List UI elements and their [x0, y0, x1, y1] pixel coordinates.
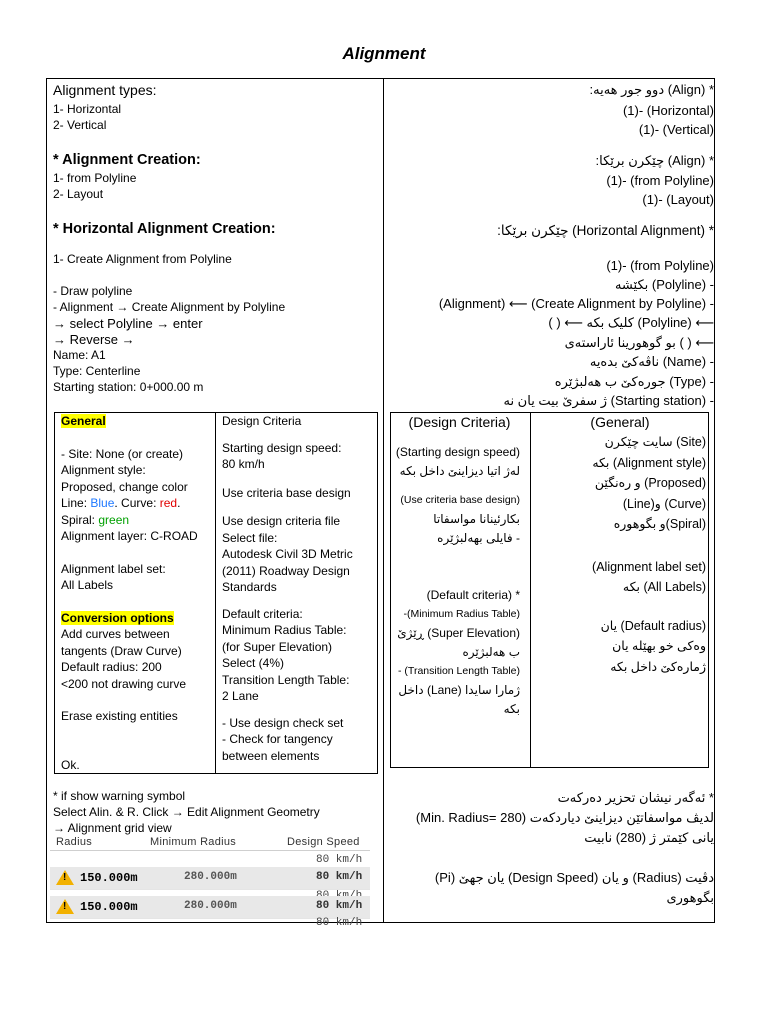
conversion-line: Default radius: 200 [61, 660, 162, 674]
rtl-note: لدیڤ مواسفاتێن دیزاینێ دیاردکەت (Min. Radius= 280) [415, 810, 714, 825]
criteria-line: (2011) Roadway Design [222, 563, 350, 578]
grid-header-radius: Radius [56, 836, 93, 848]
warning-note: * if show warning symbol [53, 789, 186, 803]
horiz-step: → select Polyline → enter [53, 316, 203, 331]
grid-min-radius: 280.000m [184, 900, 237, 912]
rtl-line: - (Type) جورەکێ ب هەلبژێرە [554, 374, 714, 389]
rtl-header: * (Horizontal Alignment) چێکرن برێکا: [497, 223, 714, 238]
spiral-color-green: green [98, 512, 130, 527]
grid-speed: 80 km/h [316, 917, 363, 929]
warning-note: Select Alin. & R. Click → Edit Alignment Geometry [53, 805, 320, 819]
general-label: General [61, 414, 106, 428]
horiz-step: → Reverse → [53, 332, 135, 347]
conversion-line: Erase existing entities [61, 709, 178, 723]
grid-row [50, 918, 370, 928]
rtl-table-divider [530, 412, 531, 768]
horiz-step: Starting station: 0+000.00 m [53, 380, 204, 394]
rtl-line: ⟵ (Polyline) کلیک بکە ⟵ ( ) [548, 315, 714, 330]
general-column [61, 413, 211, 773]
grid-radius: 150.000m [80, 871, 138, 885]
alignment-types-header: Alignment types: [53, 82, 157, 98]
general-line: Alignment label set: [61, 561, 166, 576]
grid-header-design-speed: Design Speed [287, 836, 360, 848]
line-color-blue: Blue [90, 496, 115, 510]
grid-min-radius: 280.000m [184, 871, 237, 883]
criteria-line: Minimum Radius Table: [222, 623, 347, 637]
rtl-line: (Layout) -(1) [642, 192, 714, 207]
horiz-step: - Alignment → Create Alignment by Polyline [53, 300, 286, 314]
rtl-note: بگوهوری [666, 890, 714, 905]
grid-row-warning [50, 867, 370, 890]
general-line: - Site: None (or create) [61, 446, 184, 461]
criteria-line: Transition Length Table: [222, 672, 350, 687]
rtl-line: - (Create Alignment by Polyline) ⟵ (Alignment) [438, 296, 714, 311]
rtl-line: (from Polyline) -(1) [606, 258, 714, 273]
rtl-line: * (Align) دوو جور هەیە: [589, 82, 714, 97]
creation-item: 1- from Polyline [53, 171, 137, 185]
warning-icon: ! [56, 870, 74, 885]
criteria-line: between elements [222, 748, 320, 763]
grid-header-min-radius: Minimum Radius [150, 836, 237, 848]
settings-table-divider [215, 412, 216, 774]
rtl-criteria-header: (Design Criteria) [408, 414, 511, 430]
criteria-line: Autodesk Civil 3D Metric [222, 547, 353, 561]
rtl-line: (Vertical) -(1) [638, 122, 714, 137]
grid-row-warning [50, 896, 370, 919]
horiz-step: - Draw polyline [53, 284, 133, 298]
grid-speed: 80 km/h [316, 871, 363, 883]
rtl-note: دڤیت (Radius) و یان (Design Speed) یان جهێ (Pi) [434, 870, 714, 885]
warning-icon: ! [56, 899, 74, 914]
type-item: 1- Horizontal [53, 102, 122, 116]
general-line: Alignment layer: C-ROAD [61, 529, 198, 543]
conversion-line: Add curves between [61, 627, 170, 641]
page-title: Alignment [342, 44, 426, 63]
criteria-line: Use design criteria file [222, 514, 341, 528]
alignment-creation-header: * Alignment Creation: [53, 152, 201, 168]
rtl-line: - (Name) ناڤەکێ بدەیە [589, 354, 714, 369]
horiz-step: Name: A1 [53, 348, 106, 362]
grid-speed: 80 km/h [316, 854, 363, 866]
rtl-criteria-column: (Starting design speed) لەژ اتیا دیزاینێ داخل بکە (Use criteria base design) بکارئینانا مواسفاتا - فایلی بهەلبژێرە * (Default criteria) (Minimum Radius Table)- (Super Elevation) ڕێژێ ب هەلبژێرە (Transition Length Table) - ژمارا سایدا (Lane) داخل بکە [395, 445, 520, 716]
criteria-line: Select (4%) [222, 656, 285, 670]
criteria-column [222, 413, 374, 764]
general-line: All Labels [61, 578, 114, 592]
conversion-line: <200 not drawing curve [61, 676, 187, 691]
type-item: 2- Vertical [53, 118, 107, 132]
rtl-note: * ئەگەر نیشان تحزیر دەرکەت [557, 790, 714, 805]
conversion-line: tangents (Draw Curve) [61, 643, 182, 658]
rtl-general-column: (Site) سایت چێکرن (Alignment style) بکە (Proposed) و رەنگێن (Curve) و(Line) (Spiral)و بگوهورە (Alignment label set) (All Labels) بکە (Default radius) یان وەکی خو بهێلە یان ژمارەکێ داخل بکە [592, 435, 706, 674]
criteria-header: Design Criteria [222, 414, 302, 428]
criteria-line: - Use design check set [222, 715, 344, 730]
grid-row [50, 852, 370, 868]
conversion-label: Conversion options [61, 610, 174, 625]
curve-color-red: red [159, 496, 178, 510]
rtl-line: (from Polyline) -(1) [606, 173, 714, 188]
rtl-general-header: (General) [590, 414, 650, 430]
criteria-line: - Check for tangency [222, 732, 333, 746]
horizontal-creation-header: * Horizontal Alignment Creation: [53, 221, 276, 237]
criteria-line: 80 km/h [222, 457, 265, 471]
rtl-line: (Horizontal) -(1) [622, 103, 714, 118]
rtl-note: یانی کێمتر ژ (280) نابیت [584, 830, 714, 845]
horiz-step: 1- Create Alignment from Polyline [53, 252, 232, 266]
warning-note: → Alignment grid view [53, 821, 172, 835]
criteria-line: 2 Lane [222, 689, 259, 703]
column-divider [383, 78, 384, 923]
criteria-line: (for Super Elevation) [222, 639, 333, 654]
grid-radius: 150.000m [80, 900, 138, 914]
rtl-line: ⟵ ( ) بو گوهورینا ئاراستەی [564, 335, 714, 350]
rtl-line: - (Starting station) ژ سفرێ بیت یان نە [503, 393, 714, 408]
criteria-line: Select file: [222, 530, 278, 545]
alignment-grid-view [50, 834, 370, 929]
color-line: Line: Blue. Curve: red. [61, 496, 181, 510]
general-line: Alignment style: [61, 463, 146, 477]
general-line: Proposed, change color [61, 479, 188, 494]
criteria-line: Default criteria: [222, 606, 303, 621]
rtl-line: * (Align) چێکرن برێکا: [595, 153, 714, 168]
criteria-line: Starting design speed: [222, 440, 342, 455]
spiral-line: Spiral: green [61, 512, 130, 527]
criteria-line: Standards [222, 580, 277, 594]
grid-speed: 80 km/h [316, 900, 363, 912]
creation-item: 2- Layout [53, 187, 104, 201]
ok-label: Ok. [61, 757, 80, 772]
rtl-line: - (Polyline) بکێشە [614, 277, 714, 292]
criteria-line: Use criteria base design [222, 485, 351, 500]
horiz-step: Type: Centerline [53, 364, 141, 378]
